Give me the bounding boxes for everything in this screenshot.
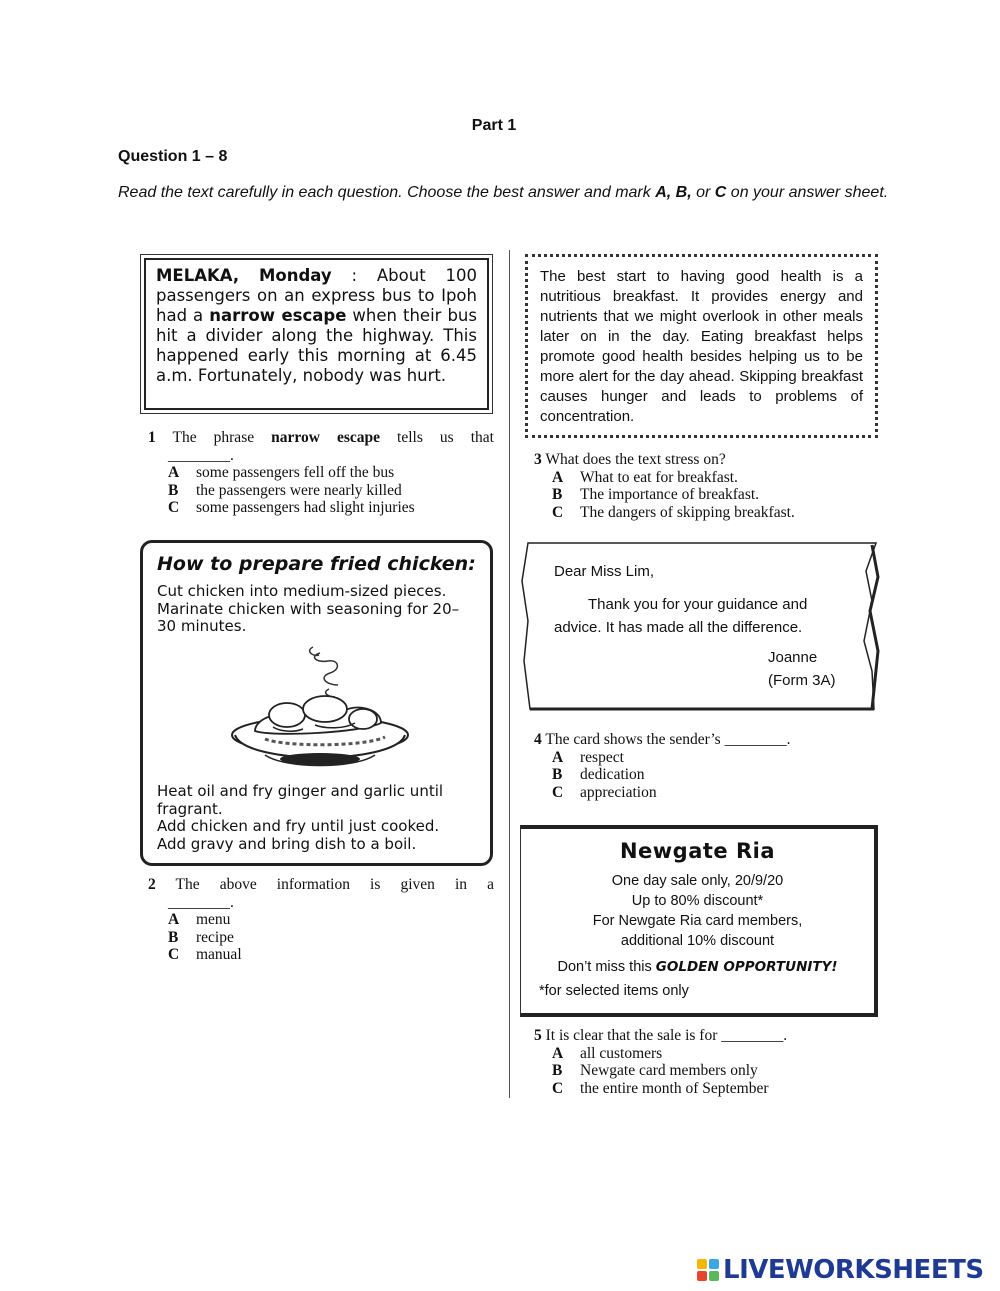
question-number: 4: [534, 731, 542, 748]
golden-opportunity: GOLDEN OPPORTUNITY!: [655, 959, 838, 975]
column-divider: [509, 250, 510, 1098]
sale-notice-box: [520, 825, 878, 1017]
option-text: The dangers of skipping breakfast.: [580, 503, 795, 521]
question-1-blank: ________.: [168, 446, 234, 464]
option-letter: B: [552, 1062, 563, 1079]
question-1-stem: [148, 429, 494, 447]
dont-miss-text: Don’t miss this: [557, 959, 656, 975]
option-letter: C: [552, 783, 564, 801]
fried-chicken-dish-illustration: [225, 643, 415, 783]
option-a[interactable]: [148, 911, 494, 929]
option-text: The importance of breakfast.: [580, 486, 760, 503]
option-b[interactable]: [148, 482, 494, 500]
recipe-title: How to prepare fried chicken:: [157, 553, 476, 575]
option-text: What to eat for breakfast.: [580, 468, 738, 486]
option-letter: B: [552, 766, 563, 783]
option-text: some passengers fell off the bus: [196, 464, 395, 481]
question-1: [148, 429, 494, 517]
recipe-step: Add gravy and bring dish to a boil.: [157, 834, 417, 853]
option-c[interactable]: [148, 499, 494, 517]
option-a[interactable]: [534, 749, 874, 767]
logo-square: [709, 1271, 719, 1281]
news-highlight: narrow escape: [209, 306, 347, 325]
breakfast-text: The best start to having good health is a nutritious breakfast. It provides energy and nutrients that we might overlook in other meals later on in the day. Eating breakfast helps promote good health besides helping us to be more alert for the day ahead. Skipping breakfast causes hunger and leads to problems of concentration.: [540, 268, 863, 425]
option-letter: B: [168, 928, 179, 946]
q4-stem-text: The card shows the sender’s ________.: [545, 731, 791, 748]
question-3: [534, 451, 874, 521]
q1-stem-post: tells us that: [380, 429, 494, 446]
sale-line: Up to 80% discount*: [631, 893, 764, 909]
option-letter: B: [552, 486, 563, 503]
question-number: 3: [534, 451, 542, 468]
breakfast-text-box: [525, 254, 878, 438]
recipe-step: Heat oil and fry ginger and garlic until: [157, 782, 444, 800]
q5-stem-text: It is clear that the sale is for ________.: [545, 1027, 788, 1044]
sale-callout: [521, 959, 874, 975]
question-number: 2: [148, 876, 156, 893]
instructions-pre: Read the text carefully in each question. Choose the best answer and mark: [118, 184, 656, 201]
option-b[interactable]: [534, 766, 874, 784]
question-range: Question 1 – 8: [118, 148, 228, 165]
news-text: [144, 258, 489, 410]
news-part1: : About 100 passengers on an express bus to Ipoh had a: [156, 266, 477, 325]
option-letter: C: [552, 1079, 564, 1097]
question-number: 1: [148, 429, 156, 446]
option-text: menu: [196, 911, 231, 928]
recipe-bottom-text: [157, 783, 443, 853]
question-2: [148, 876, 494, 964]
instructions-or: or: [691, 184, 715, 201]
q1-stem-bold: narrow escape: [271, 429, 381, 446]
option-b[interactable]: [534, 1062, 874, 1080]
option-text: all customers: [580, 1044, 663, 1062]
logo-icon: [697, 1259, 719, 1281]
recipe-top-text: Cut chicken into medium-sized pieces. Marinate chicken with seasoning for 20–30 minutes.: [157, 582, 460, 635]
option-c[interactable]: [534, 504, 874, 522]
question-number: 5: [534, 1027, 542, 1044]
sale-line: additional 10% discount: [620, 933, 775, 949]
question-5-stem: [534, 1027, 874, 1045]
liveworksheets-logo[interactable]: [697, 1255, 984, 1285]
question-2-blank: ________.: [168, 893, 234, 911]
logo-square: [697, 1271, 707, 1281]
question-5: [534, 1027, 874, 1097]
q2-stem-text: The above information is given in a: [175, 876, 494, 893]
instructions-post: on your answer sheet.: [726, 184, 889, 201]
option-text: respect: [580, 748, 624, 766]
option-text: Newgate card members only: [580, 1062, 758, 1079]
option-letter: A: [552, 748, 564, 766]
card-sender: Joanne: [768, 649, 818, 666]
card-salutation: Dear Miss Lim,: [554, 563, 655, 580]
sale-line: For Newgate Ria card members,: [592, 913, 803, 929]
question-4: [534, 731, 874, 801]
option-letter: A: [168, 911, 180, 928]
question-3-stem: [534, 451, 874, 469]
option-text: the passengers were nearly killed: [196, 481, 402, 499]
option-a[interactable]: [534, 469, 874, 487]
q1-stem-pre: The phrase: [172, 429, 272, 446]
news-part2: when their bus hit a divider along the highway. This happened early this morning at 6.45 a.m. Fortunately, nobody was hurt.: [156, 306, 477, 385]
option-text: manual: [196, 946, 242, 963]
option-b[interactable]: [534, 486, 874, 504]
option-a[interactable]: [148, 464, 494, 482]
option-letter: A: [168, 464, 180, 481]
option-letter: A: [552, 1044, 564, 1062]
q3-stem-text: What does the text stress on?: [545, 451, 726, 468]
option-letter: C: [168, 499, 180, 516]
sale-footnote: *for selected items only: [539, 983, 689, 999]
store-brand: Newgate Ria: [619, 839, 776, 863]
news-text-box: [140, 254, 493, 414]
option-text: appreciation: [580, 783, 657, 801]
option-text: recipe: [196, 928, 234, 946]
card-message: Thank you for your guidance and advice. It has made all the difference.: [554, 596, 808, 636]
option-text: some passengers had slight injuries: [196, 499, 415, 516]
option-c[interactable]: [148, 946, 494, 964]
question-2-stem: [148, 876, 494, 894]
recipe-step: fragrant.: [157, 799, 223, 818]
instructions-letters: A, B,: [655, 184, 692, 201]
logo-square: [709, 1259, 719, 1269]
card-sender-form: (Form 3A): [768, 672, 836, 689]
recipe-box: [140, 540, 493, 866]
option-letter: C: [552, 503, 564, 521]
news-day: Monday: [258, 266, 332, 285]
option-letter: B: [168, 481, 179, 499]
option-a[interactable]: [534, 1045, 874, 1063]
question-4-stem: [534, 731, 874, 749]
logo-text: LIVEWORKSHEETS: [723, 1255, 984, 1285]
option-c[interactable]: [534, 1080, 874, 1098]
recipe-step: Add chicken and fry until just cooked.: [157, 817, 440, 835]
option-letter: A: [552, 468, 564, 486]
option-b[interactable]: [148, 929, 494, 947]
instructions: [118, 177, 898, 208]
part-title: Part 1: [471, 117, 517, 134]
news-dateline: MELAKA,: [156, 266, 240, 285]
instructions-c: C: [714, 184, 727, 201]
option-text: dedication: [580, 766, 645, 783]
logo-square: [697, 1259, 707, 1269]
option-letter: C: [168, 946, 180, 963]
thank-you-card: [520, 541, 880, 711]
sale-line: One day sale only, 20/9/20: [611, 873, 784, 889]
option-text: the entire month of September: [580, 1079, 769, 1097]
option-c[interactable]: [534, 784, 874, 802]
